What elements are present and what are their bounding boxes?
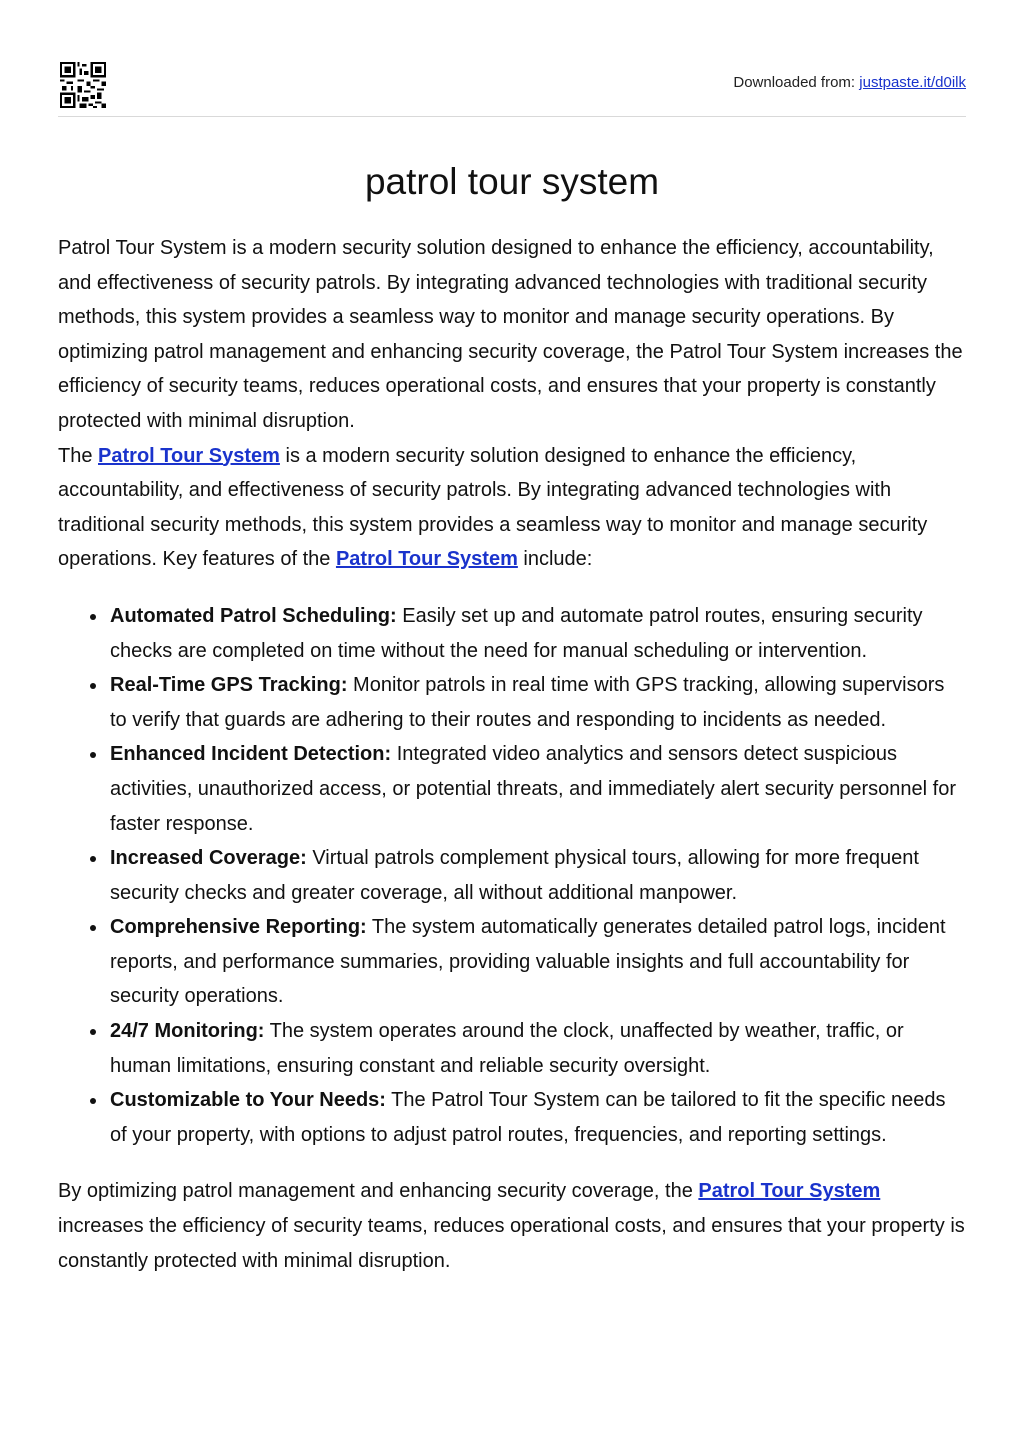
feature-label: Comprehensive Reporting: — [110, 916, 367, 939]
feature-label: Automated Patrol Scheduling: — [110, 604, 397, 627]
list-item — [110, 1014, 966, 1083]
source-link[interactable]: justpaste.it/d0ilk — [859, 74, 966, 91]
download-source — [733, 74, 966, 91]
page-header — [58, 60, 966, 117]
patrol-tour-system-link[interactable]: Patrol Tour System — [335, 548, 518, 571]
text-span: increases the efficiency of security teams, reduces operational costs, and ensures that your property is constantly protected with minimal disruption. — [58, 1215, 965, 1272]
text-span: By optimizing patrol management and enhancing security coverage, the — [58, 1180, 699, 1203]
text-span: The — [58, 444, 99, 467]
feature-label: Increased Coverage: — [110, 847, 307, 870]
list-item — [110, 737, 966, 841]
patrol-tour-system-link[interactable]: Patrol Tour System — [698, 1180, 881, 1203]
feature-label: 24/7 Monitoring: — [110, 1020, 265, 1043]
qr-code-icon — [60, 62, 106, 108]
list-item — [110, 1083, 966, 1152]
text-span: include: — [517, 548, 593, 571]
document-page — [58, 60, 966, 1278]
feature-text: The Patrol Tour System can be tailored to fit the specific needs of your property, with options to adjust patrol routes, frequencies, and reporting settings. — [110, 1089, 946, 1146]
patrol-tour-system-link[interactable]: Patrol Tour System — [98, 444, 280, 467]
list-item — [110, 599, 966, 668]
list-item — [110, 841, 966, 910]
feature-text: The system operates around the clock, unaffected by weather, traffic, or human limitations, ensuring constant and reliable security oversight. — [110, 1020, 904, 1077]
feature-text: Monitor patrols in real time with GPS tracking, allowing supervisors to verify that guards are adhering to their routes and responding to incidents as needed. — [110, 674, 945, 731]
feature-text: Integrated video analytics and sensors detect suspicious activities, unauthorized access, or potential threats, and immediately alert security personnel for faster response. — [110, 743, 956, 835]
list-item — [110, 910, 966, 1014]
closing-paragraph — [58, 1174, 966, 1278]
feature-text: Virtual patrols complement physical tours, allowing for more frequent security checks and greater coverage, all without additional manpower. — [110, 847, 919, 904]
downloaded-from-label: Downloaded from: — [733, 74, 856, 91]
text-span: is a modern security solution designed to enhance the efficiency, accountability, and effectiveness of security patrols. By integrating advanced technologies with traditional security methods, this system provides a seamless way to monitor and manage security operations. Key features of the — [58, 444, 928, 571]
page-title: patrol tour system — [364, 161, 660, 202]
feature-label: Real-Time GPS Tracking: — [110, 674, 348, 697]
feature-text: The system automatically generates detailed patrol logs, incident reports, and performance summaries, providing valuable insights and full accountability for security operations. — [110, 916, 946, 1008]
intro-paragraph: Patrol Tour System is a modern security solution designed to enhance the efficiency, accountability, and effectiveness of security patrols. By integrating advanced technologies with traditional security methods, this system provides a seamless way to monitor and manage security operations. By optimizing patrol management and enhancing security coverage, the Patrol Tour System increases the efficiency of security teams, reduces operational costs, and ensures that your property is constantly protected with minimal disruption. — [58, 237, 963, 432]
feature-label: Enhanced Incident Detection: — [110, 743, 392, 766]
features-intro-paragraph — [58, 439, 966, 577]
feature-text: Easily set up and automate patrol routes, ensuring security checks are completed on time without the need for manual scheduling or intervention. — [110, 604, 923, 662]
feature-label: Customizable to Your Needs: — [110, 1089, 386, 1112]
features-list — [58, 599, 966, 1153]
list-item — [110, 668, 966, 737]
